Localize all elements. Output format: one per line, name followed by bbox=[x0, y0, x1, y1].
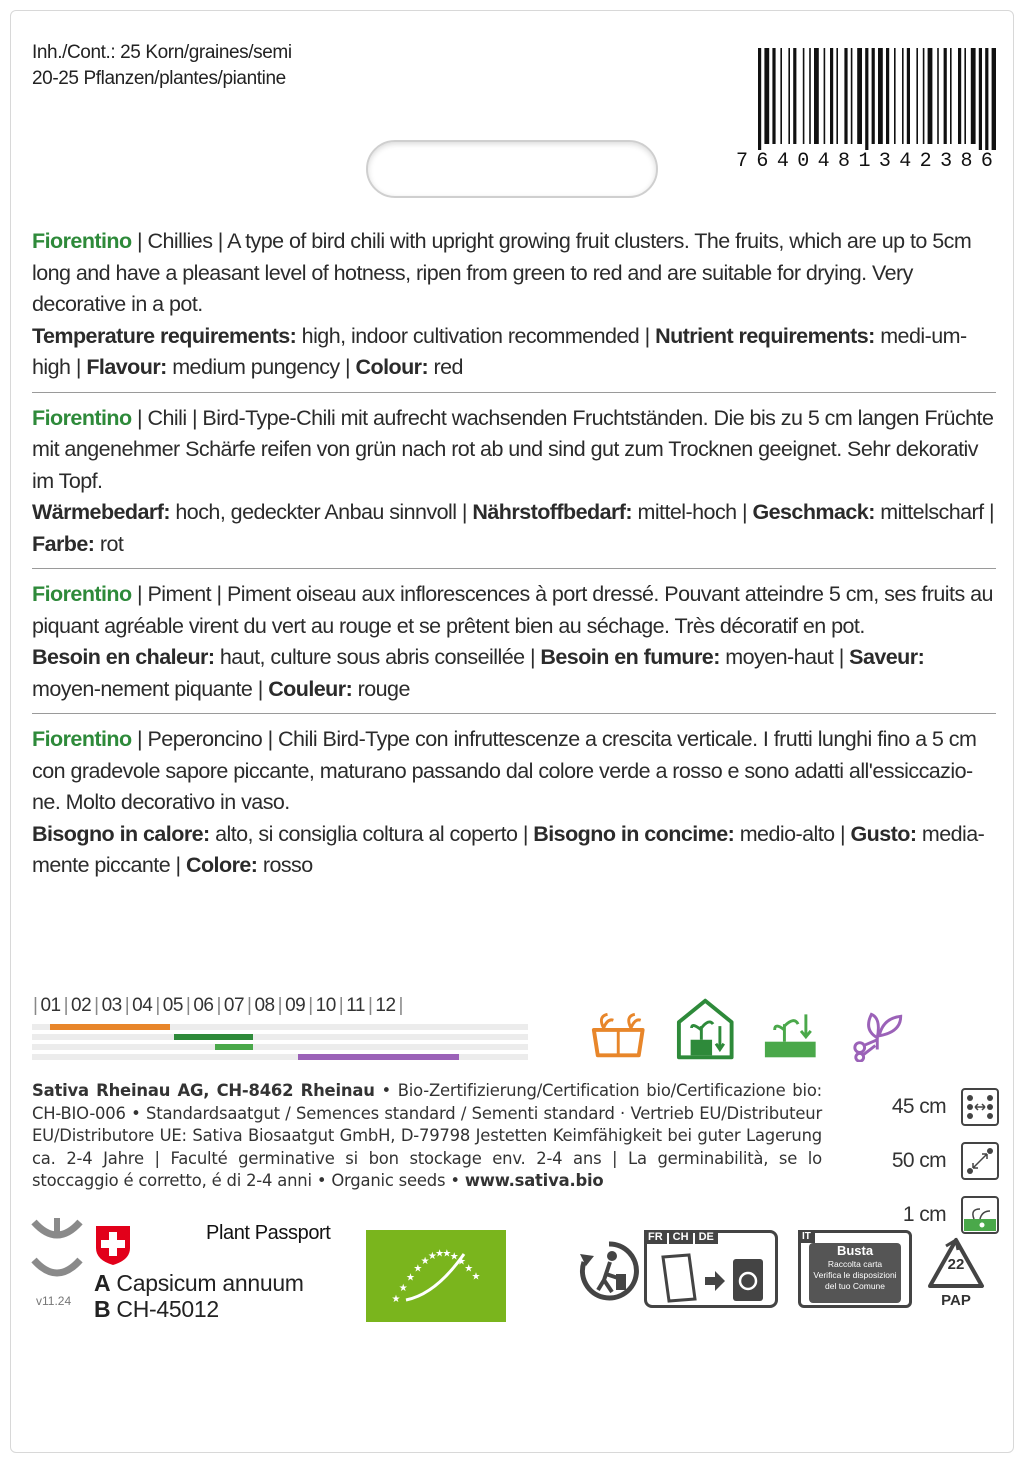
month-divider: | bbox=[94, 995, 99, 1016]
care-icons bbox=[588, 992, 908, 1062]
requirement-value: haut, culture sous abris conseillée | bbox=[214, 645, 541, 669]
company-name: Sativa Rheinau AG, CH-8462 Rheinau bbox=[32, 1081, 375, 1100]
calendar-period bbox=[50, 1024, 170, 1030]
eu-star: ★ bbox=[420, 1256, 430, 1268]
barcode-digit: 4 bbox=[899, 150, 913, 173]
it-line: Raccolta carta bbox=[827, 1259, 883, 1269]
seed-tray-icon bbox=[588, 996, 649, 1062]
barcode-digit: 4 bbox=[776, 150, 790, 173]
eu-star: ★ bbox=[398, 1282, 408, 1294]
barcode-digit: 7 bbox=[736, 150, 750, 173]
requirement-value: medio-alto | bbox=[734, 821, 851, 846]
barcode-bar bbox=[764, 48, 769, 144]
pap-recycling-code bbox=[926, 1236, 986, 1310]
calendar-row bbox=[32, 1024, 528, 1030]
month-divider: | bbox=[33, 995, 38, 1016]
requirement-label: Bisogno in concime: bbox=[533, 821, 735, 846]
description-text: | Chili | Bird-Type-Chili mit aufrecht wachsenden Fruchtständen. Die bis zu 5 cm langen Früchte mit angenehmer Schärfe reifen von grün nach rot ab und sind gut zum Trocknen geeignet. Sehr dekorativ im Topf. bbox=[32, 405, 994, 493]
calendar-period bbox=[174, 1034, 253, 1040]
recycle-person-icon bbox=[576, 1238, 642, 1304]
barcode-digit: 8 bbox=[960, 150, 974, 173]
barcode-bar bbox=[992, 48, 996, 150]
eu-star: ★ bbox=[406, 1272, 416, 1284]
eu-star: ★ bbox=[391, 1294, 401, 1305]
row-spacing-icon bbox=[960, 1087, 1000, 1127]
row-spacing-value: 45 cm bbox=[891, 1095, 946, 1118]
requirement-label: Besoin en fumure: bbox=[540, 645, 720, 669]
barcode-bar bbox=[865, 48, 868, 150]
sowing-calendar bbox=[30, 992, 530, 1066]
eu-organic-leaf-icon bbox=[366, 1230, 506, 1322]
italy-recycling-box bbox=[798, 1230, 912, 1308]
barcode-digit: 6 bbox=[756, 150, 770, 173]
barcode-bar bbox=[857, 48, 862, 144]
variety-name: Fiorentino bbox=[32, 229, 132, 253]
sorting-box-fr-ch-de bbox=[644, 1230, 778, 1308]
barcode-bar bbox=[803, 48, 805, 144]
requirement-label: Colore: bbox=[186, 853, 258, 877]
barcode-digit: 4 bbox=[817, 150, 831, 173]
month-label: 10 bbox=[315, 995, 336, 1016]
requirement-label: Colour: bbox=[355, 355, 429, 379]
it-line: Verifica le disposizioni bbox=[813, 1270, 897, 1280]
requirement-value: rosso bbox=[257, 853, 313, 877]
calendar-row bbox=[32, 1054, 528, 1060]
barcode-bar bbox=[902, 48, 904, 144]
month-label: 11 bbox=[346, 995, 365, 1016]
contents-line-1: Inh./Cont.: 25 Korn/graines/semi bbox=[32, 42, 292, 63]
barcode-digit: 8 bbox=[838, 150, 852, 173]
pap-label: PAP bbox=[941, 1292, 971, 1309]
it-title: Busta bbox=[836, 1243, 874, 1258]
barcode-bar bbox=[772, 48, 775, 144]
it-line: del tuo Comune bbox=[824, 1281, 885, 1291]
barcode-bar bbox=[793, 48, 796, 144]
passport-line-b bbox=[94, 1296, 219, 1323]
barcode-bar bbox=[830, 48, 833, 144]
barcode-bar bbox=[788, 48, 790, 144]
passport-a-value: Capsicum annuum bbox=[116, 1270, 304, 1296]
requirement-value: hoch, gedeckter Anbau sinnvoll | bbox=[169, 500, 473, 524]
calendar-months bbox=[30, 992, 530, 1020]
requirement-label: Saveur: bbox=[849, 645, 925, 669]
requirement-value: moyen-haut | bbox=[719, 645, 850, 669]
requirement-label: Besoin en chaleur: bbox=[32, 645, 215, 669]
passport-line-a bbox=[94, 1270, 304, 1297]
country-tag: CH bbox=[669, 1230, 693, 1244]
description-it bbox=[32, 724, 996, 890]
calendar-row bbox=[32, 1034, 528, 1040]
greenhouse-icon bbox=[675, 996, 736, 1062]
variety-descriptions bbox=[32, 226, 996, 900]
requirement-value: red bbox=[428, 355, 463, 379]
country-tag: FR bbox=[644, 1230, 667, 1244]
barcode-bar bbox=[964, 48, 966, 144]
month-label: 12 bbox=[375, 995, 396, 1016]
sativa-mark-icon bbox=[30, 1216, 84, 1292]
barcode-digit: 3 bbox=[878, 150, 892, 173]
variety-name: Fiorentino bbox=[32, 405, 132, 430]
requirement-label: Couleur: bbox=[268, 676, 353, 701]
planting-icon bbox=[761, 996, 822, 1062]
month-label: 03 bbox=[101, 995, 122, 1016]
month-label: 09 bbox=[285, 995, 306, 1016]
certification-text: • Bio-Zertifizierung/Certification bio/Certificazione bio: CH-BIO-006 • Standardsaatgut / Semences standard / Sementi standard · Vertrieb EU/Distributeur EU/Distributore UE: Sativa Biosaatgut GmbH, D-79798 Jestetten Keimfähigkeit bei guter Lagerung ca. 2-4 Jahre | Faculté germinative si bon stockage env. 2-4 ans | La germinabilità, se lo stoccaggio é corretto, é di 2-4 anni • Organic seeds • bbox=[32, 1081, 822, 1190]
harvest-icon bbox=[848, 996, 909, 1062]
barcode-bar bbox=[907, 48, 910, 144]
eu-star: ★ bbox=[442, 1248, 452, 1260]
barcode-bar bbox=[979, 48, 982, 150]
pap-number: 22 bbox=[947, 1256, 965, 1273]
month-label: 06 bbox=[193, 995, 214, 1016]
barcode-bars bbox=[734, 46, 996, 150]
requirement-label: Farbe: bbox=[32, 531, 95, 556]
calendar-row bbox=[32, 1044, 528, 1050]
requirement-value: mittelscharf | bbox=[874, 500, 995, 524]
barcode-bar bbox=[836, 48, 838, 144]
barcode-bar bbox=[886, 48, 889, 144]
description-text: | Chillies | A type of bird chili with upright growing fruit clusters. The fruits, which are up to 5cm long and have a pleasant level of hotness, ripen from green to red and are suitable for drying. Very decorative in a pot. bbox=[32, 229, 972, 316]
passport-b-letter: B bbox=[94, 1296, 111, 1322]
eu-star: ★ bbox=[435, 1248, 445, 1260]
requirement-label: Temperature requirements: bbox=[32, 323, 297, 348]
requirement-label: Geschmack: bbox=[752, 500, 875, 524]
passport-b-value: CH-45012 bbox=[116, 1296, 219, 1322]
passport-a-letter: A bbox=[94, 1270, 111, 1296]
plant-passport-title: Plant Passport bbox=[206, 1222, 331, 1244]
month-label: 07 bbox=[223, 995, 245, 1016]
variety-name: Fiorentino bbox=[32, 727, 132, 751]
description-text: | Peperoncino | Chili Bird-Type con infruttescenze a crescita verticale. I frutti lunghi fino a 5 cm con gradevole sapore piccante, maturano passando dal colore verde a rosso e sono adatti all'essiccazio-ne. Molto decorativo in vaso. bbox=[32, 727, 977, 814]
barcode bbox=[734, 46, 996, 176]
barcode-digit: 0 bbox=[797, 150, 811, 173]
it-tag: IT bbox=[798, 1230, 815, 1243]
barcode-digit: 2 bbox=[919, 150, 933, 173]
month-label: 04 bbox=[132, 995, 153, 1016]
eu-star: ★ bbox=[464, 1263, 474, 1275]
paper-bin-icon bbox=[659, 1251, 769, 1305]
barcode-bar bbox=[958, 48, 961, 144]
eu-star: ★ bbox=[471, 1271, 481, 1283]
variety-name: Fiorentino bbox=[32, 582, 132, 606]
month-label: 01 bbox=[40, 995, 61, 1016]
month-divider: | bbox=[63, 995, 69, 1016]
plant-spacing-icon bbox=[960, 1141, 1000, 1181]
seed-contents bbox=[32, 40, 292, 92]
barcode-digit: 6 bbox=[980, 150, 994, 173]
barcode-bar bbox=[780, 48, 782, 144]
barcode-bar bbox=[844, 48, 847, 144]
sowing-depth-value: 1 cm bbox=[902, 1203, 946, 1226]
month-divider: | bbox=[277, 995, 283, 1016]
barcode-bar bbox=[872, 48, 875, 144]
country-tags bbox=[644, 1230, 718, 1244]
requirement-value: moyen-nement piquante | bbox=[32, 676, 269, 701]
month-divider: | bbox=[247, 995, 252, 1016]
calendar-period bbox=[298, 1054, 459, 1060]
requirement-label: Gusto: bbox=[850, 821, 917, 846]
barcode-bar bbox=[928, 48, 933, 144]
requirement-label: Flavour: bbox=[86, 355, 167, 379]
month-label: 08 bbox=[254, 995, 275, 1016]
requirement-value: rot bbox=[94, 531, 124, 556]
requirement-value: medi-um-high | bbox=[32, 323, 967, 379]
requirement-label: Nutrient requirements: bbox=[655, 323, 875, 348]
requirement-value: alto, si consiglia coltura al coperto | bbox=[209, 821, 534, 846]
month-divider: | bbox=[124, 995, 130, 1016]
month-divider: | bbox=[338, 995, 344, 1016]
barcode-digit: 1 bbox=[858, 150, 872, 173]
eu-star: ★ bbox=[456, 1256, 466, 1268]
barcode-bar bbox=[950, 48, 952, 144]
requirement-value: rouge bbox=[352, 676, 410, 701]
barcode-bar bbox=[916, 48, 918, 144]
month-label: 05 bbox=[162, 995, 183, 1016]
barcode-bar bbox=[894, 48, 896, 144]
requirement-label: Wärmebedarf: bbox=[32, 500, 170, 524]
month-divider: | bbox=[367, 995, 373, 1016]
hanger-slot bbox=[366, 140, 658, 198]
requirement-value: high, indoor cultivation recommended | bbox=[296, 323, 656, 348]
requirement-value: medium pungency | bbox=[166, 355, 356, 379]
eu-star: ★ bbox=[449, 1251, 459, 1263]
description-en bbox=[32, 226, 996, 393]
company-info bbox=[32, 1080, 822, 1193]
barcode-bar bbox=[851, 48, 853, 144]
it-info-panel bbox=[809, 1243, 901, 1303]
footer-logos bbox=[30, 1214, 1000, 1324]
barcode-bar bbox=[985, 48, 988, 150]
month-divider: | bbox=[308, 995, 313, 1016]
barcode-digits bbox=[734, 150, 996, 173]
barcode-bar bbox=[944, 48, 947, 144]
calendar-rows bbox=[30, 1022, 530, 1066]
month-divider: | bbox=[155, 995, 160, 1016]
barcode-bar bbox=[758, 48, 761, 150]
barcode-bar bbox=[814, 48, 819, 144]
contents-line-2: 20-25 Pflanzen/plantes/piantine bbox=[32, 68, 286, 89]
barcode-bar bbox=[809, 48, 811, 144]
website-link[interactable]: www.sativa.bio bbox=[464, 1171, 604, 1190]
month-divider: | bbox=[216, 995, 221, 1016]
version-label: v11.24 bbox=[36, 1294, 72, 1308]
description-text: | Piment | Piment oiseau aux inflorescences à port dressé. Pouvant atteindre 5 cm, ses fruits au piquant agréable virent du vert au rouge et se prêtent bien au séchage. Très décoratif en pot. bbox=[32, 582, 993, 638]
plant-spacing bbox=[880, 1134, 1000, 1188]
barcode-digit: 3 bbox=[940, 150, 954, 173]
requirement-value: mittel-hoch | bbox=[632, 500, 753, 524]
country-tag: DE bbox=[695, 1230, 718, 1244]
barcode-bar bbox=[824, 48, 826, 144]
eu-star: ★ bbox=[427, 1251, 437, 1263]
calendar-period bbox=[215, 1044, 252, 1050]
barcode-bar bbox=[878, 48, 883, 144]
month-divider: | bbox=[185, 995, 191, 1016]
description-de bbox=[32, 403, 996, 570]
swiss-flag-icon bbox=[94, 1224, 132, 1266]
month-divider: | bbox=[398, 995, 403, 1016]
requirement-value: media-mente piccante | bbox=[32, 821, 985, 877]
requirement-label: Bisogno in calore: bbox=[32, 821, 210, 846]
requirement-label: Nährstoffbedarf: bbox=[472, 500, 633, 524]
barcode-bar bbox=[923, 48, 925, 144]
month-label: 02 bbox=[71, 995, 92, 1016]
barcode-bar bbox=[971, 48, 976, 144]
eu-organic-logo bbox=[366, 1230, 506, 1322]
description-fr bbox=[32, 579, 996, 714]
barcode-bar bbox=[937, 48, 939, 144]
plant-spacing-value: 50 cm bbox=[891, 1149, 946, 1172]
eu-star: ★ bbox=[413, 1263, 423, 1275]
row-spacing bbox=[880, 1080, 1000, 1134]
